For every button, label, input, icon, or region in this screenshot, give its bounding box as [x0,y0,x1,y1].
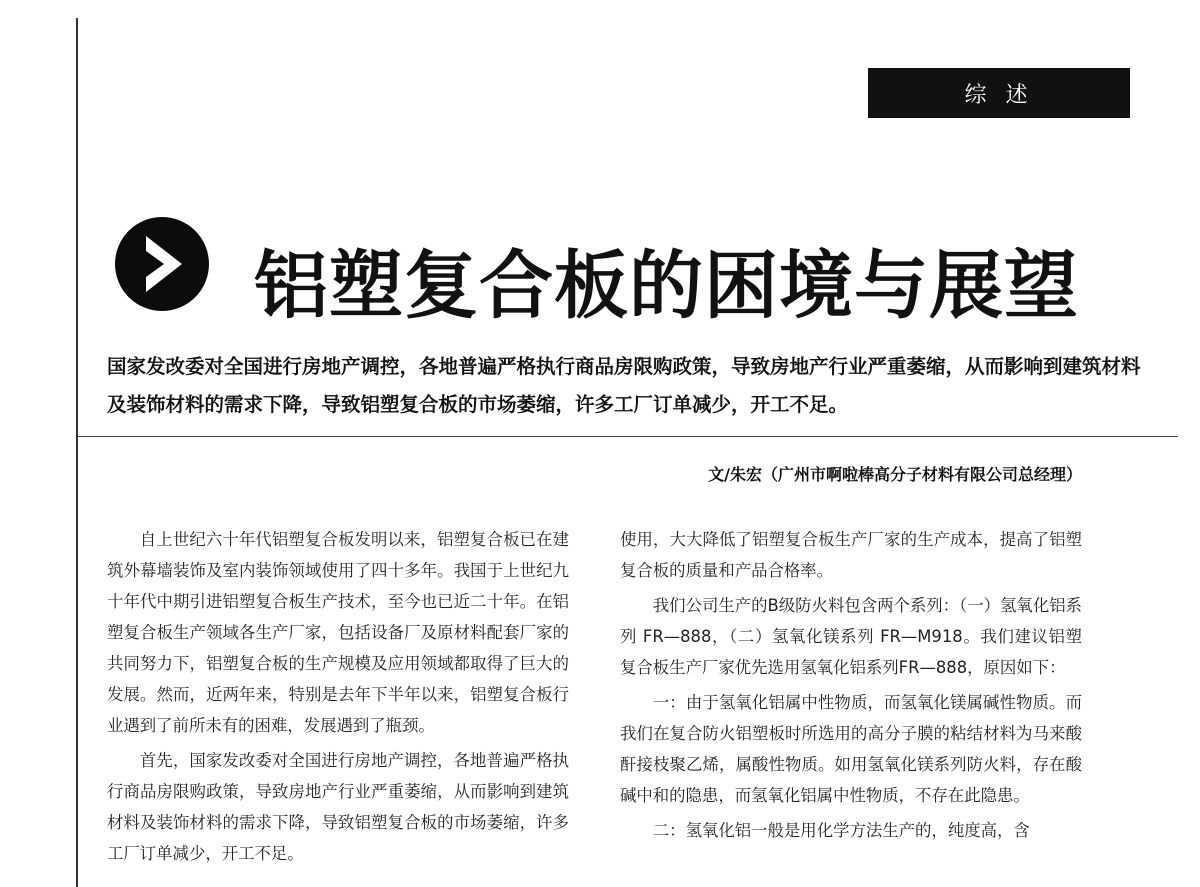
body-paragraph: 首先，国家发改委对全国进行房地产调控，各地普遍严格执行商品房限购政策，导致房地产行业严重萎缩，从而影响到建筑材料及装饰材料的需求下降，导致铝塑复合板的市场萎缩，许多工厂订单减少，开工不足。 [107,751,569,863]
body-paragraph: 一：由于氢氧化铝属中性物质，而氢氧化镁属碱性物质。而我们在复合防火铝塑板时所选用的高分子膜的粘结材料为马来酸酐接枝聚乙烯，属酸性物质。如用氢氧化镁系列防火料，存在酸碱中和的隐患，而氢氧化铝属中性物质，不存在此隐患。 [620,693,1082,805]
section-divider [78,436,1178,437]
body-paragraph: 我们公司生产的B级防火料包含两个系列：（一）氢氧化铝系列 FR—888，（二）氢氧化镁系列 FR—M918。我们建议铝塑复合板生产厂家优先选用氢氧化铝系列FR—888，原因如下： [620,596,1082,677]
body-paragraph: 二：氢氧化铝一般是用化学方法生产的，纯度高，含 [652,821,1030,840]
right-text-column [620,524,1082,850]
left-text-column [107,524,569,873]
article-title: 铝塑复合板的困境与展望 [254,243,1079,329]
section-tag: 综 述 [868,68,1130,118]
article-lede: 国家发改委对全国进行房地产调控，各地普遍严格执行商品房限购政策，导致房地产行业严重萎缩，从而影响到建筑材料及装饰材料的需求下降，导致铝塑复合板的市场萎缩，许多工厂订单减少，开工不足。 [107,355,1141,416]
article-byline: 文/朱宏（广州市啊啦棒高分子材料有限公司总经理） [708,465,1082,484]
chevron-right-circle-icon [112,214,212,314]
body-paragraph: 使用，大大降低了铝塑复合板生产厂家的生产成本，提高了铝塑复合板的质量和产品合格率。 [620,530,1082,580]
left-margin-rule [76,18,78,887]
body-paragraph: 自上世纪六十年代铝塑复合板发明以来，铝塑复合板已在建筑外幕墙装饰及室内装饰领域使用了四十多年。我国于上世纪九十年代中期引进铝塑复合板生产技术，至今也已近二十年。在铝塑复合板生产领域各生产厂家，包括设备厂及原材料配套厂家的共同努力下，铝塑复合板的生产规模及应用领域都取得了巨大的发展。然而，近两年来，特别是去年下半年以来，铝塑复合板行业遇到了前所未有的困难，发展遇到了瓶颈。 [107,530,569,735]
